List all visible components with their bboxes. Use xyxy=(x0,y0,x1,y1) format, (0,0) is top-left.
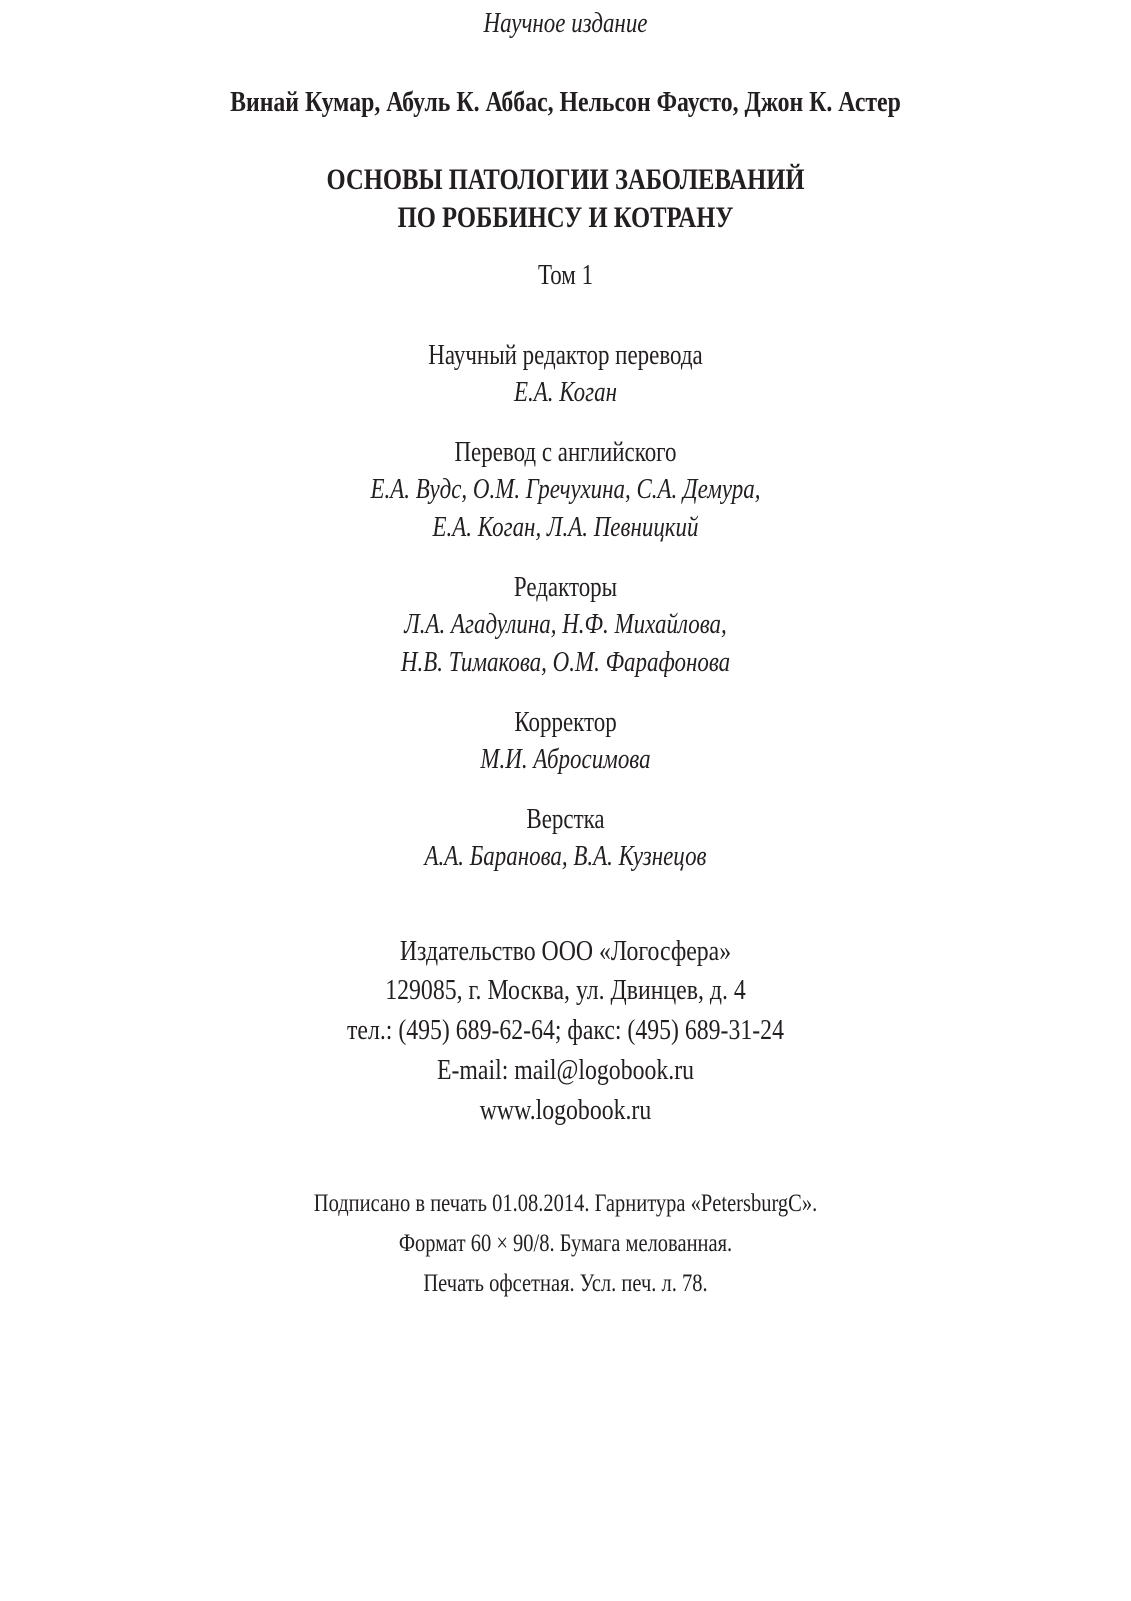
print-info-line-1: Подписано в печать 01.08.2014. Гарнитура «PetersburgC». xyxy=(313,1190,818,1217)
publisher-email: E-mail: mail@logobook.ru xyxy=(436,1054,695,1086)
proofreader-name: М.И. Абросимова xyxy=(480,744,651,775)
publisher-name: Издательство ООО «Логосфера» xyxy=(399,935,732,967)
translators-line-2: Е.А. Коган, Л.А. Певницкий xyxy=(432,512,699,543)
translators-line-1: Е.А. Вудс, О.М. Гречухина, С.А. Демура, xyxy=(370,474,761,505)
editors-line-1: Л.А. Агадулина, Н.Ф. Михайлова, xyxy=(404,609,727,640)
publisher-phones: тел.: (495) 689-62-64; факс: (495) 689-31-24 xyxy=(347,1014,784,1046)
book-title-line-1: ОСНОВЫ ПАТОЛОГИИ ЗАБОЛЕВАНИЙ xyxy=(326,163,805,196)
proofreader-label: Корректор xyxy=(514,707,617,738)
print-info-line-2: Формат 60 × 90/8. Бумага мелованная. xyxy=(398,1230,733,1257)
layout-names: А.А. Баранова, В.А. Кузнецов xyxy=(424,841,707,872)
translation-label: Перевод с английского xyxy=(454,437,677,468)
authors-line: Винай Кумар, Абуль К. Аббас, Нельсон Фаусто, Джон К. Астер xyxy=(230,86,901,118)
publisher-website: www.logobook.ru xyxy=(479,1094,652,1126)
scientific-editor-label: Научный редактор перевода xyxy=(428,340,703,371)
volume-number: Том 1 xyxy=(537,260,594,291)
book-title-line-2: ПО РОББИНСУ И КОТРАНУ xyxy=(397,201,734,234)
layout-label: Верстка xyxy=(526,804,605,835)
imprint-label: Научное издание xyxy=(483,8,648,39)
publisher-address: 129085, г. Москва, ул. Двинцев, д. 4 xyxy=(385,974,746,1006)
editors-line-2: Н.В. Тимакова, О.М. Фарафонова xyxy=(400,647,731,678)
print-info-line-3: Печать офсетная. Усл. печ. л. 78. xyxy=(423,1270,708,1297)
editors-label: Редакторы xyxy=(513,572,618,603)
scientific-editor-name: Е.А. Коган xyxy=(514,377,617,408)
